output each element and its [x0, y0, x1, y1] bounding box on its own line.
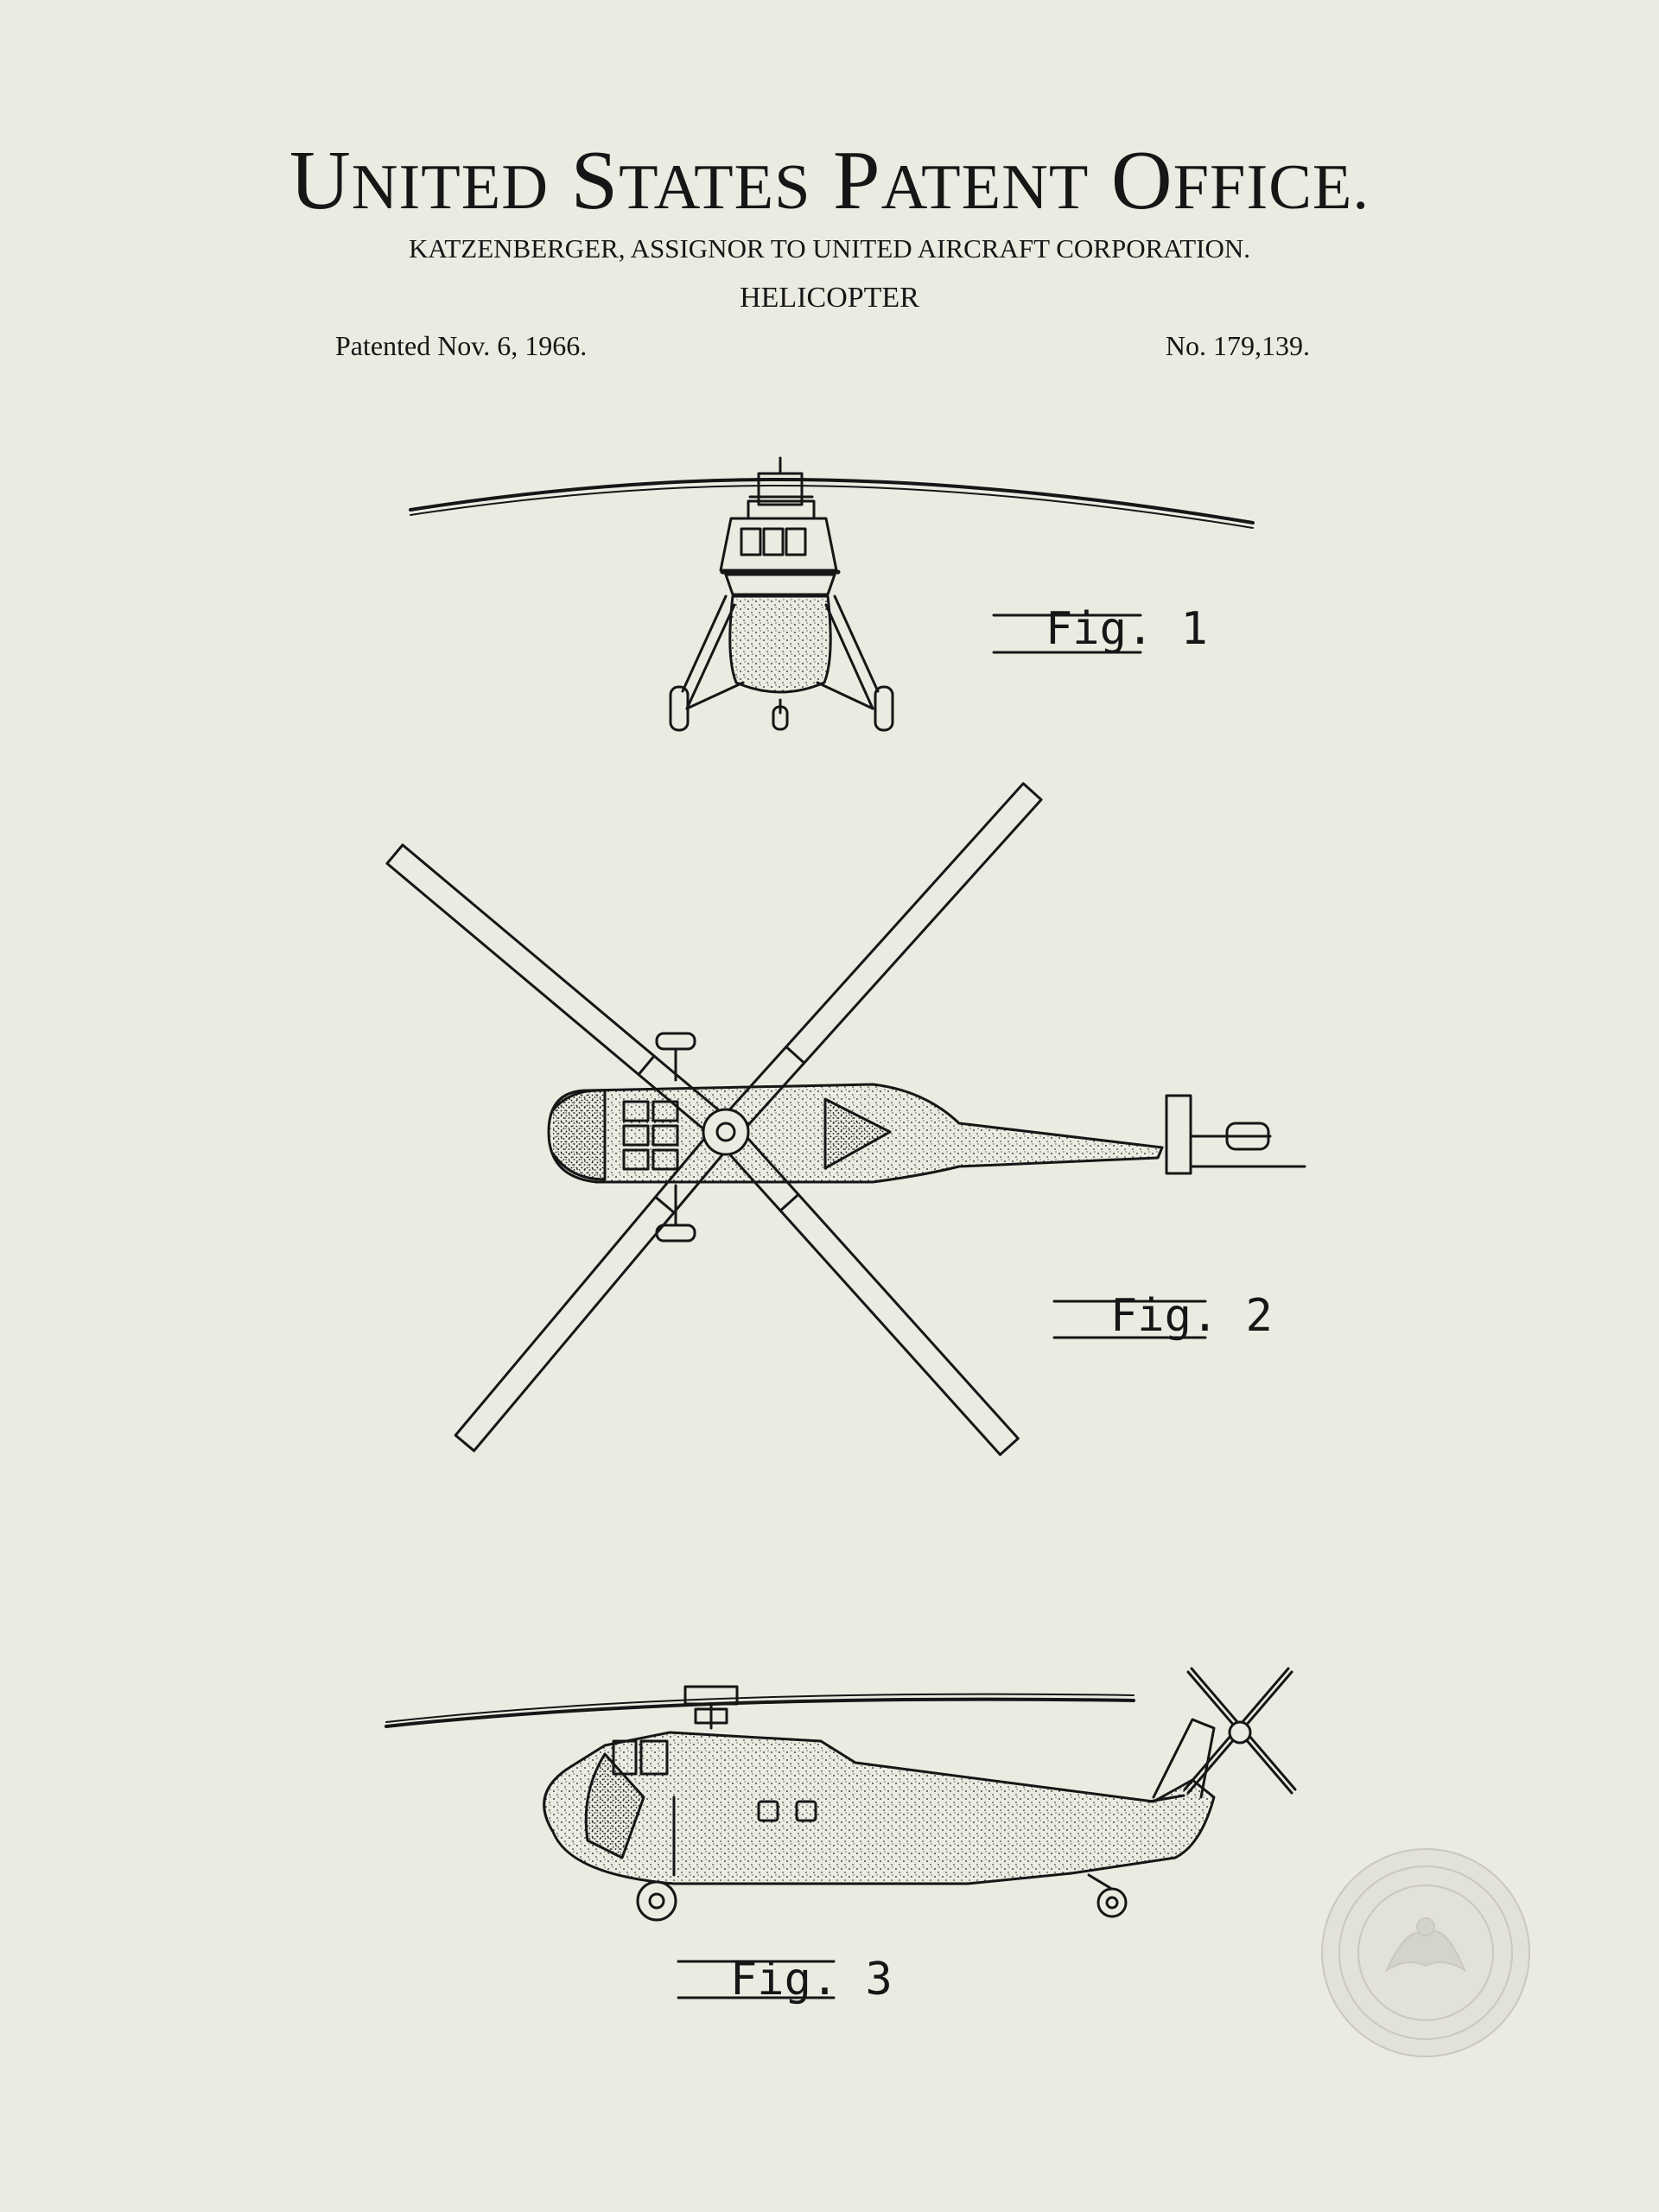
title-word: STATES	[570, 134, 811, 227]
figure-1-label: Fig. 1	[1046, 603, 1208, 655]
figure-2-label: Fig. 2	[1110, 1290, 1273, 1342]
figure-1-front-view	[410, 458, 1253, 730]
embossed-seal-icon	[1313, 1840, 1538, 2065]
patent-number: No. 179,139.	[1165, 330, 1310, 361]
assignment-line: KATZENBERGER, ASSIGNOR TO UNITED AIRCRAFT CORPORATION.	[408, 233, 1251, 264]
figure-3-label: Fig. 3	[730, 1954, 893, 2005]
patent-date: Patented Nov. 6, 1966.	[335, 330, 588, 361]
title-word: UNITED	[289, 134, 550, 227]
figure-3-side-view	[386, 1669, 1295, 1920]
title-word: PATENT	[833, 134, 1090, 227]
title-word: OFFICE.	[1110, 134, 1370, 227]
figure-2-top-view	[387, 784, 1305, 1455]
invention-title: HELICOPTER	[740, 282, 919, 314]
